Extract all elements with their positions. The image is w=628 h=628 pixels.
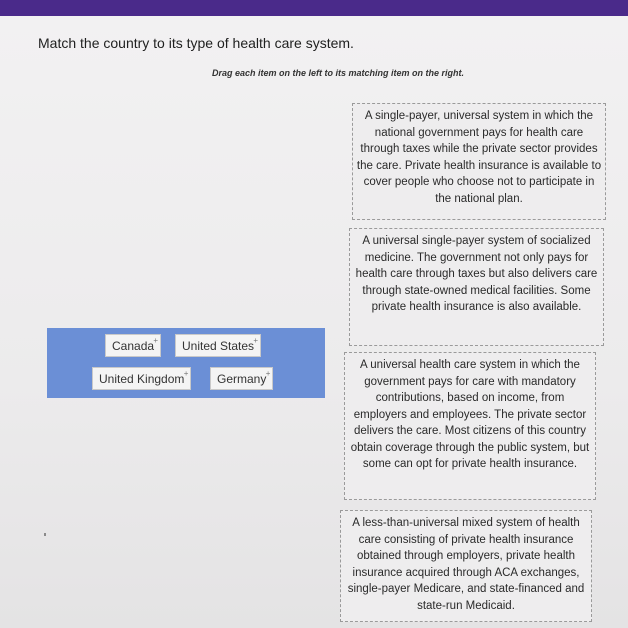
drop-target-3[interactable]	[344, 352, 596, 500]
screen-speck	[44, 533, 46, 536]
drag-item-label: Germany	[217, 372, 267, 386]
drop-target-text: A less-than-universal mixed system of health care consisting of private health insurance obtained through employers, private health insurance acquired through ACA exchanges, single-payer Medicare, and state-financed and state-run Medicaid.	[347, 517, 585, 612]
header-bar	[0, 0, 628, 16]
drag-item-germany[interactable]	[210, 367, 273, 390]
plus-icon: +	[183, 369, 189, 378]
drop-target-4[interactable]	[340, 510, 592, 622]
plus-icon: +	[253, 336, 259, 345]
plus-icon: +	[265, 369, 271, 378]
drop-target-text: A universal single-payer system of socialized medicine. The government not only pays for health care through taxes but also delivers care through state-owned medical facilities. Some private health insurance is also available.	[355, 235, 598, 313]
drop-target-2[interactable]	[349, 228, 604, 346]
source-items-panel	[47, 328, 325, 398]
question-instructions: Drag each item on the left to its matching item on the right.	[212, 68, 465, 78]
drop-target-text: A single-payer, universal system in which the national government pays for health care through taxes while the private sector provides the care. Private health insurance is available to cover people who choose not to participate in the national plan.	[356, 110, 602, 205]
drop-target-1[interactable]	[352, 103, 606, 220]
drag-item-canada[interactable]	[105, 334, 161, 357]
drag-item-united-states[interactable]	[175, 334, 261, 357]
question-title: Match the country to its type of health care system.	[38, 35, 354, 51]
question-page	[0, 16, 628, 628]
drag-item-label: United States	[182, 339, 255, 353]
plus-icon: +	[153, 336, 159, 345]
drag-item-label: Canada	[112, 339, 155, 353]
drag-item-united-kingdom[interactable]	[92, 367, 191, 390]
drag-item-label: United Kingdom	[99, 372, 185, 386]
drop-target-text: A universal health care system in which the government pays for care with mandatory contributions, based on income, from employers and employees. The private sector delivers the care. Most citizens of this country obtain coverage through the public system, but some can opt for private health insurance.	[350, 359, 590, 470]
